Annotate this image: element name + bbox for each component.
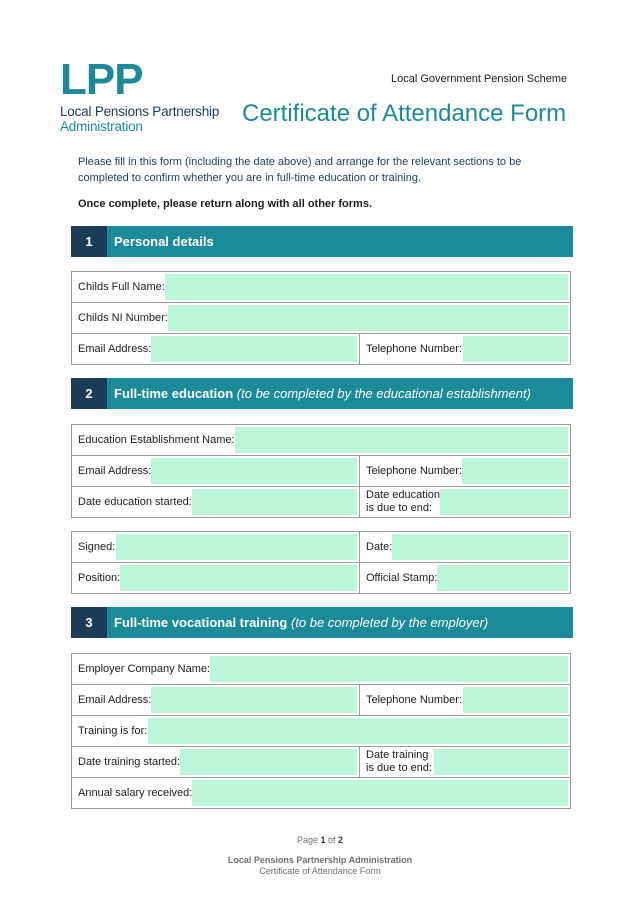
ni-number-label: Childs NI Number: bbox=[78, 303, 168, 333]
training-start-label: Date training started: bbox=[78, 747, 180, 777]
salary-label: Annual salary received: bbox=[78, 778, 192, 808]
section-2-header bbox=[71, 378, 573, 409]
training-end-label bbox=[366, 747, 432, 777]
ni-number-input[interactable] bbox=[165, 305, 568, 331]
telephone-input[interactable] bbox=[463, 687, 568, 713]
salary-input[interactable] bbox=[191, 780, 568, 806]
row-signed-date bbox=[72, 532, 570, 562]
training-end-input[interactable] bbox=[434, 749, 568, 775]
email-input[interactable] bbox=[151, 687, 357, 713]
section-3-subtitle: (to be completed by the employer) bbox=[290, 615, 489, 630]
section-1-number: 1 bbox=[71, 226, 107, 257]
logo-line1: Local Pensions Partnership bbox=[60, 104, 220, 119]
scheme-name: Local Government Pension Scheme bbox=[391, 73, 568, 85]
telephone-input[interactable] bbox=[460, 458, 568, 484]
training-for-input[interactable] bbox=[148, 718, 568, 744]
section-3-number: 3 bbox=[71, 607, 107, 638]
date-input[interactable] bbox=[392, 534, 568, 560]
signed-label: Signed: bbox=[78, 532, 115, 562]
logo-line2: Administration bbox=[60, 119, 143, 134]
telephone-label: Telephone Number: bbox=[366, 456, 462, 486]
position-input[interactable] bbox=[119, 565, 357, 591]
section-2-number: 2 bbox=[71, 378, 107, 409]
telephone-label: Telephone Number: bbox=[366, 334, 462, 364]
row-child-name bbox=[72, 272, 570, 302]
row-email-phone bbox=[72, 333, 570, 364]
telephone-label: Telephone Number: bbox=[366, 685, 462, 715]
education-start-input[interactable] bbox=[190, 489, 357, 515]
child-name-input[interactable] bbox=[162, 274, 568, 300]
training-start-input[interactable] bbox=[179, 749, 357, 775]
page-of: of bbox=[328, 835, 336, 845]
education-end-label-2: is due to end: bbox=[366, 502, 433, 514]
page-word: Page bbox=[296, 835, 318, 845]
training-for-label: Training is for: bbox=[78, 716, 147, 746]
education-end-label-1: Date education bbox=[366, 489, 440, 501]
signature-box bbox=[71, 531, 571, 594]
education-start-label: Date education started: bbox=[78, 487, 192, 517]
intro-text: Please fill in this form (including the date above) and arrange for the relevant sections to be completed to confirm whether you are in full-time education or training. bbox=[78, 156, 522, 184]
telephone-input[interactable] bbox=[463, 336, 568, 362]
email-label: Email Address: bbox=[78, 685, 151, 715]
email-input[interactable] bbox=[150, 458, 357, 484]
row-establishment bbox=[72, 425, 570, 455]
child-name-label: Childs Full Name: bbox=[78, 272, 165, 302]
row-employer bbox=[72, 654, 570, 684]
row-education-dates bbox=[72, 486, 570, 517]
position-label: Position: bbox=[78, 563, 120, 593]
logo-mark: LPP bbox=[60, 55, 143, 104]
row-ni-number bbox=[72, 302, 570, 333]
page-current: 1 bbox=[320, 835, 326, 845]
footer-org: Local Pensions Partnership Administration bbox=[227, 855, 413, 865]
section-3-title: Full-time vocational training bbox=[114, 615, 288, 630]
education-end-input[interactable] bbox=[434, 489, 568, 515]
employer-label: Employer Company Name: bbox=[78, 654, 210, 684]
training-end-label-2: is due to end: bbox=[366, 762, 433, 774]
section-1-header bbox=[71, 226, 573, 257]
row-email-phone bbox=[72, 684, 570, 715]
lpp-logo bbox=[60, 55, 220, 134]
form-title: Certificate of Attendance Form bbox=[242, 100, 567, 127]
section-2-subtitle: (to be completed by the educational establishment) bbox=[236, 386, 531, 401]
row-training-dates bbox=[72, 746, 570, 777]
page-number bbox=[0, 835, 640, 845]
section-3-box bbox=[71, 653, 571, 809]
row-email-phone bbox=[72, 455, 570, 486]
establishment-input[interactable] bbox=[231, 427, 568, 453]
footer-doc: Certificate of Attendance Form bbox=[259, 866, 381, 876]
education-end-label bbox=[366, 487, 440, 517]
date-label: Date: bbox=[366, 532, 392, 562]
row-training-for bbox=[72, 715, 570, 746]
page-total: 2 bbox=[338, 835, 344, 845]
return-note: Once complete, please return along with all other forms. bbox=[78, 198, 373, 210]
row-position-stamp bbox=[72, 562, 570, 593]
signed-input[interactable] bbox=[116, 534, 357, 560]
official-stamp-input[interactable] bbox=[435, 565, 568, 591]
section-1-box bbox=[71, 271, 571, 365]
employer-input[interactable] bbox=[208, 656, 568, 682]
section-1-title: Personal details bbox=[114, 234, 214, 249]
section-2-box bbox=[71, 424, 571, 518]
official-stamp-label: Official Stamp: bbox=[366, 563, 437, 593]
establishment-label: Education Establishment Name: bbox=[78, 425, 235, 455]
email-input[interactable] bbox=[151, 336, 357, 362]
row-salary bbox=[72, 777, 570, 808]
section-3-header bbox=[71, 607, 573, 638]
email-label: Email Address: bbox=[78, 334, 151, 364]
training-end-label-1: Date training bbox=[366, 749, 429, 761]
section-2-title: Full-time education bbox=[114, 386, 234, 401]
email-label: Email Address: bbox=[78, 456, 151, 486]
